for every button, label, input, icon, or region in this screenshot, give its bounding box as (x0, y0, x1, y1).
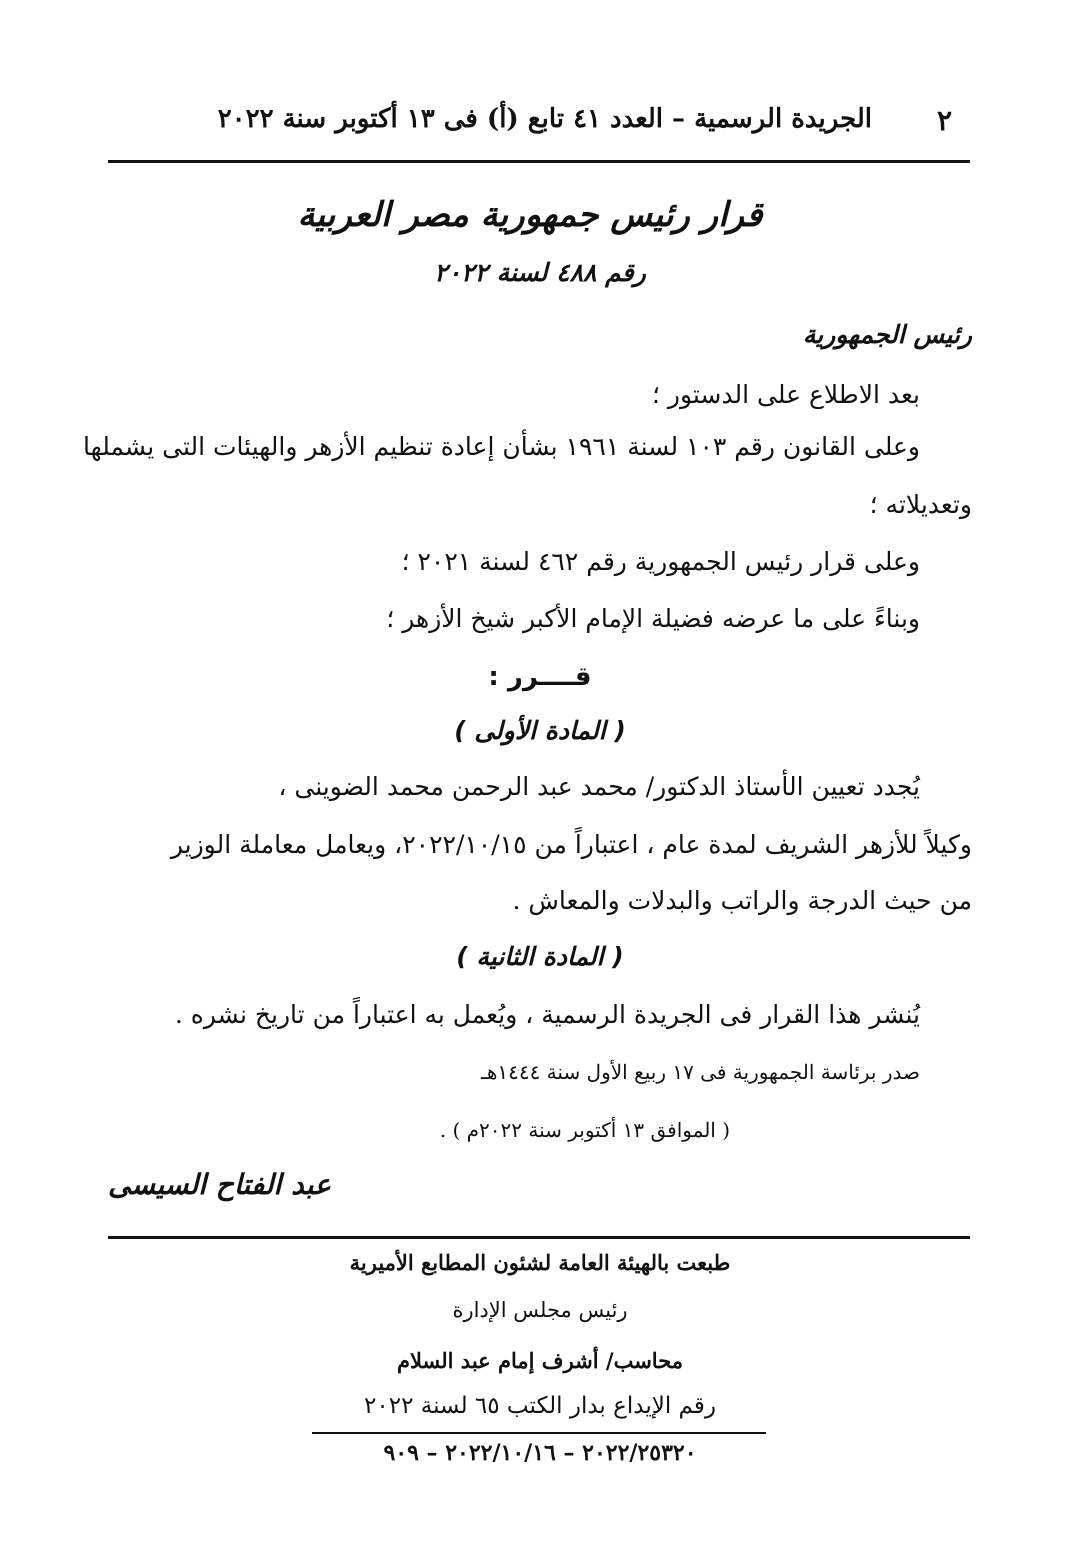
preamble-line-2a: وعلى القانون رقم ١٠٣ لسنة ١٩٦١ بشأن إعادة تنظيم الأزهر والهيئات التى يشملها (83, 432, 920, 461)
preamble-line-4: وبناءً على ما عرضه فضيلة الإمام الأكبر شيخ الأزهر ؛ (386, 604, 920, 633)
footer-rule (108, 1236, 970, 1239)
footer-deposit: رقم الإيداع بدار الكتب ٦٥ لسنة ٢٠٢٢ (364, 1393, 716, 1419)
signature: عبد الفتاح السيسى (108, 1168, 331, 1201)
article-2-heading: ( المادة الثانية ) (456, 942, 624, 971)
article-1-line-3: من حيث الدرجة والراتب والبدلات والمعاش . (512, 886, 972, 915)
header-rule (108, 160, 970, 163)
page-number: ٢ (936, 104, 952, 137)
issued-line-1: صدر برئاسة الجمهورية فى ١٧ ربيع الأول سنة ١٤٤٤هـ (480, 1060, 920, 1084)
decided-heading: قــــرر : (488, 662, 592, 692)
preamble-line-3: وعلى قرار رئيس الجمهورية رقم ٤٦٢ لسنة ٢٠٢١ ؛ (401, 547, 920, 576)
article-1-line-1: يُجدد تعيين الأستاذ الدكتور/ محمد عبد الرحمن محمد الضوينى ، (278, 772, 920, 801)
running-title: الجريدة الرسمية – العدد ٤١ تابع (أ) فى ١٣ أكتوبر سنة ٢٠٢٢ (217, 104, 872, 134)
footer-chair-title: رئيس مجلس الإدارة (452, 1298, 628, 1322)
article-1-line-2: وكيلاً للأزهر الشريف لمدة عام ، اعتباراً من ٢٠٢٢/١٠/١٥، ويعامل معاملة الوزير (170, 830, 972, 859)
footer-chair-name: محاسب/ أشرف إمام عبد السلام (397, 1348, 683, 1373)
decree-title: قرار رئيس جمهورية مصر العربية (297, 195, 763, 235)
decree-number: رقم ٤٨٨ لسنة ٢٠٢٢ (434, 258, 646, 287)
footer-print-code: ٢٠٢٢/٢٥٣٢٠ – ٢٠٢٢/١٠/١٦ – ٩٠٩ (383, 1440, 697, 1466)
footer-code-rule (312, 1432, 766, 1434)
preamble-line-1: بعد الاطلاع على الدستور ؛ (651, 380, 920, 409)
article-2-line-1: يُنشر هذا القرار فى الجريدة الرسمية ، ويُعمل به اعتباراً من تاريخ نشره . (174, 1000, 920, 1029)
preamble-line-2b: وتعديلاته ؛ (869, 490, 972, 519)
issuer-heading: رئيس الجمهورية (802, 320, 972, 349)
footer-printer: طبعت بالهيئة العامة لشئون المطابع الأميرية (349, 1250, 731, 1275)
issued-line-2: ( الموافق ١٣ أكتوبر سنة ٢٠٢٢م ) . (439, 1118, 730, 1142)
article-1-heading: ( المادة الأولى ) (454, 716, 626, 745)
